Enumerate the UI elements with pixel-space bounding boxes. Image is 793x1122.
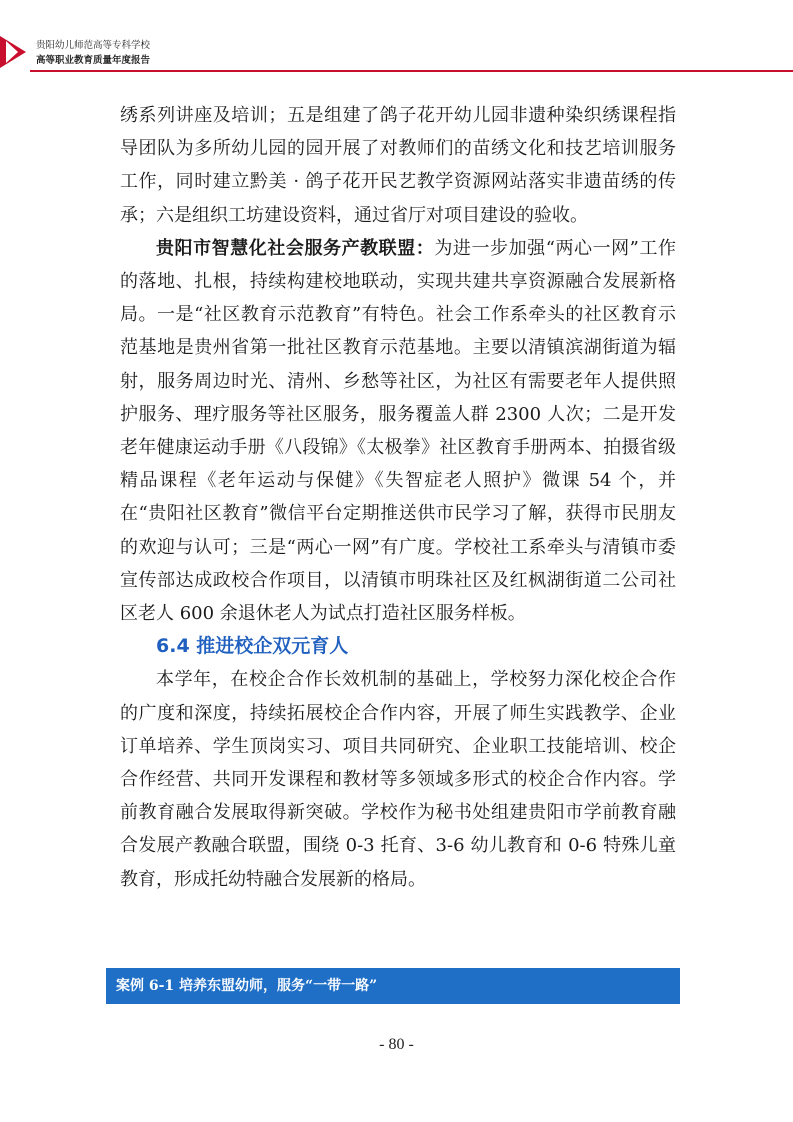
header-report-title: 高等职业教育质量年度报告 — [36, 55, 151, 66]
section-heading: 6.4 推进校企双元育人 — [156, 635, 349, 658]
page-number: - 80 - — [379, 1036, 414, 1053]
header-school-name: 贵阳幼儿师范高等专科学校 — [36, 40, 151, 51]
paragraph-section — [120, 663, 676, 895]
paragraph-bold-lead: 贵阳市智慧化社会服务产教联盟： — [156, 237, 435, 259]
paragraph-text: 绣系列讲座及培训；五是组建了鸽子花开幼儿园非遗种染织绣课程指导团队为多所幼儿园的园开展了对教师们的苗绣文化和技艺培训服务工作，同时建立黔美 · 鸽子花开民艺教学资源网站落实非遗苗绣的传承；六是组织工坊建设资料，通过省厅对项目建设的验收。 — [120, 105, 676, 226]
paragraph-text: 为进一步加强“两心一网”工作的落地、扎根，持续构建校地联动，实现共建共享资源融合发展新格局。一是“社区教育示范教育”有特色。社会工作系牵头的社区教育示范基地是贵州省第一批社区教育示范基地。主要以清镇滨湖街道为辐射，服务周边时光、清州、乡愁等社区，为社区有需要老年人提供照护服务、理疗服务等社区服务，服务覆盖人群 2300 人次；二是开发老年健康运动手册《八段锦》《太极拳》社区教育手册两本、拍摄省级精品课程《老年运动与保健》《失智症老人照护》微课 54 个，并在“贵阳社区教育”微信平台定期推送供市民学习了解，获得市民朋友的欢迎与认可；三是“两心一网”有广度。学校社工系牵头与清镇市委宣传部达成政校合作项目，以清镇市明珠社区及红枫湖街道二公司社区老人 600 余退休老人为试点打造社区服务样板。 — [120, 237, 677, 625]
header-divider — [30, 70, 793, 72]
paragraph-continuation — [120, 99, 676, 232]
case-title: 案例 6-1 培养东盟幼师，服务“一带一路” — [116, 978, 378, 994]
case-title-bar — [106, 968, 680, 1004]
page-content — [120, 99, 676, 896]
header-chevron-inner — [6, 41, 18, 63]
paragraph-alliance — [120, 232, 676, 630]
paragraph-text: 本学年，在校企合作长效机制的基础上，学校努力深化校企合作的广度和深度，持续拓展校企合作内容，开展了师生实践教学、企业订单培养、学生顶岗实习、项目共同研究、企业职工技能培训、校企合作经营、共同开发课程和教材等多领域多形式的校企合作内容。学前教育融合发展取得新突破。学校作为秘书处组建贵阳市学前教育融合发展产教融合联盟，围绕 0-3 托育、3-6 幼儿教育和 0-6 特殊儿童教育，形成托幼特融合发展新的格局。 — [120, 669, 676, 890]
